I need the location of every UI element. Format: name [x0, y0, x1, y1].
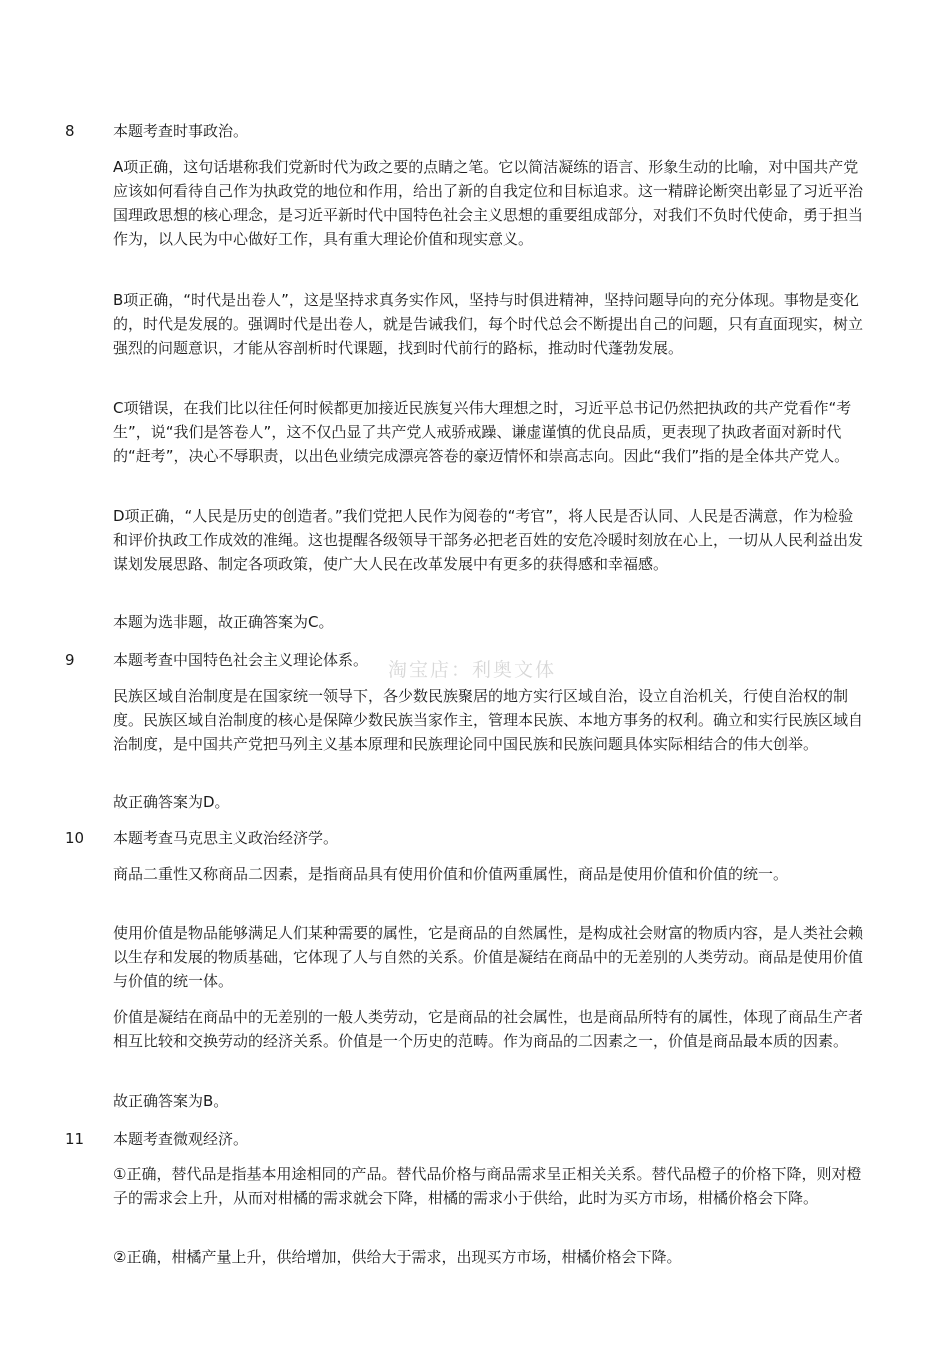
answer-paragraph: ①正确，替代品是指基本用途相同的产品。替代品价格与商品需求呈正相关关系。替代品橙子的价格下降，则对橙子的需求会上升，从而对柑橘的需求就会下降，柑橘的需求小于供给，此时为买方市场，柑橘价格会下降。 — [113, 1165, 862, 1207]
answer-conclusion: 故正确答案为D。 — [113, 793, 230, 811]
question-heading: 本题考查时事政治。 — [113, 122, 249, 140]
question-number: 8 — [65, 122, 75, 140]
answer-paragraph: C项错误，在我们比以往任何时候都更加接近民族复兴伟大理想之时，习近平总书记仍然把执政的共产党看作“考生”，说“我们是答卷人”，这不仅凸显了共产党人戒骄戒躁、谦虚谨慎的优良品质，更表现了执政者面对新时代的“赶考”，决心不辱职责，以出色业绩完成漂亮答卷的豪迈情怀和崇高志向。因此“我们”指的是全体共产党人。 — [113, 399, 852, 465]
answer-conclusion: 故正确答案为B。 — [113, 1092, 229, 1110]
question-number: 11 — [65, 1130, 85, 1148]
answer-paragraph: 商品二重性又称商品二因素，是指商品具有使用价值和价值两重属性，商品是使用价值和价值的统一。 — [113, 865, 789, 883]
question-heading: 本题考查马克思主义政治经济学。 — [113, 829, 339, 847]
answer-paragraph: 民族区域自治制度是在国家统一领导下，各少数民族聚居的地方实行区域自治，设立自治机关，行使自治权的制度。民族区域自治制度的核心是保障少数民族当家作主，管理本民族、本地方事务的权利。确立和实行民族区域自治制度，是中国共产党把马列主义基本原理和民族理论同中国民族和民族问题具体实际相结合的伟大创举。 — [113, 687, 864, 753]
answer-paragraph: D项正确，“人民是历史的创造者。”我们党把人民作为阅卷的“考官”，将人民是否认同、人民是否满意，作为检验和评价执政工作成效的准绳。这也提醒各级领导干部务必把老百姓的安危冷暖时刻放在心上，一切从人民利益出发谋划发展思路、制定各项政策，使广大人民在改革发展中有更多的获得感和幸福感。 — [113, 507, 864, 573]
question-heading: 本题考查微观经济。 — [113, 1130, 249, 1148]
answer-paragraph: ②正确，柑橘产量上升，供给增加，供给大于需求，出现买方市场，柑橘价格会下降。 — [113, 1248, 682, 1266]
answer-paragraph: A项正确，这句话堪称我们党新时代为政之要的点睛之笔。它以简洁凝练的语言、形象生动的比喻，对中国共产党应该如何看待自己作为执政党的地位和作用，给出了新的自我定位和目标追求。这一精辟论断突出彰显了习近平治国理政思想的核心理念，是习近平新时代中国特色社会主义思想的重要组成部分，对我们不负时代使命，勇于担当作为，以人民为中心做好工作，具有重大理论价值和现实意义。 — [113, 158, 864, 248]
answer-paragraph: B项正确，“时代是出卷人”，这是坚持求真务实作风，坚持与时俱进精神，坚持问题导向的充分体现。事物是变化的，时代是发展的。强调时代是出卷人，就是告诫我们，每个时代总会不断提出自己的问题，只有直面现实，树立强烈的问题意识，才能从容剖析时代课题，找到时代前行的路标，推动时代蓬勃发展。 — [113, 291, 864, 357]
answer-paragraph: 价值是凝结在商品中的无差别的一般人类劳动，它是商品的社会属性，也是商品所特有的属性，体现了商品生产者相互比较和交换劳动的经济关系。价值是一个历史的范畴。作为商品的二因素之一，价值是商品最本质的因素。 — [113, 1008, 864, 1050]
question-number: 10 — [65, 829, 85, 847]
question-heading: 本题考查中国特色社会主义理论体系。 — [113, 651, 369, 669]
answer-paragraph: 使用价值是物品能够满足人们某种需要的属性，它是商品的自然属性，是构成社会财富的物质内容，是人类社会赖以生存和发展的物质基础，它体现了人与自然的关系。价值是凝结在商品中的无差别的人类劳动。商品是使用价值与价值的统一体。 — [113, 924, 864, 990]
answer-conclusion: 本题为选非题，故正确答案为C。 — [113, 613, 334, 631]
watermark: 淘宝店：利奥文体 — [388, 659, 557, 681]
question-number: 9 — [65, 651, 75, 669]
